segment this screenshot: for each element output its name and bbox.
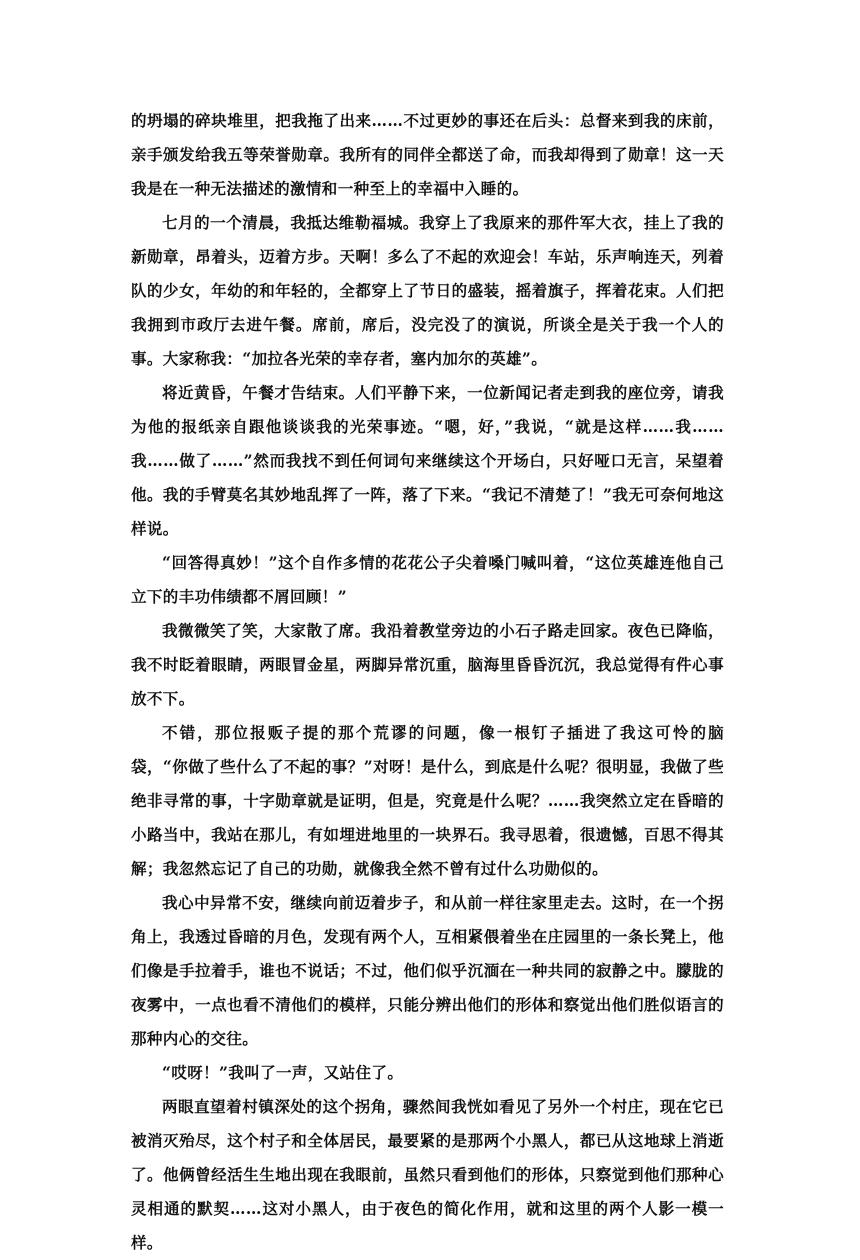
paragraph: “哎呀！”我叫了一声，又站住了。: [162, 1063, 404, 1082]
text-body: [131, 104, 724, 1260]
paragraph: 不错，那位报贩子提的那个荒谬的问题，像一根钉子插进了我这可怜的脑袋，“你做了些什么了不起的事？”对呀！是什么，到底是什么呢？很明显，我做了些绝非寻常的事，十字勋章就是证明，但是，究竟是什么呢？……我突然立定在昏暗的小路当中，我站在那儿，有如埋进地里的一块界石。我寻思着，很遗憾，百思不得其解；我忽然忘记了自己的功勋，就像我全然不曾有过什么功勋似的。: [131, 723, 724, 878]
paragraph: 七月的一个清晨，我抵达维勒福城。我穿上了我原来的那件军大衣，挂上了我的新勋章，昂着头，迈着方步。天啊！多么了不起的欢迎会！车站，乐声响连天，列着队的少女，年幼的和年轻的，全都穿上了节日的盛装，摇着旗子，挥着花束。人们把我拥到市政厅去进午餐。席前，席后，没完没了的演说，所谈全是关于我一个人的事。大家称我：“加拉各光荣的幸存者，塞内加尔的英雄”。: [131, 213, 724, 368]
paragraph: 两眼直望着村镇深处的这个拐角，骤然间我恍如看见了另外一个村庄，现在它已被消灭殆尽，这个村子和全体居民，最要紧的是那两个小黑人，都已从这地球上消逝了。他俩曾经活生生地出现在我眼前，虽然只看到他们的形体，只察觉到他们那种心灵相通的默契……这对小黑人，由于夜色的简化作用，就和这里的两个人影一模一样。: [131, 1097, 724, 1252]
paragraph: 我微微笑了笑，大家散了席。我沿着教堂旁边的小石子路走回家。夜色已降临，我不时眨着眼睛，两眼冒金星，两脚异常沉重，脑海里昏昏沉沉，我总觉得有件心事放不下。: [131, 621, 724, 708]
paragraph: 的坍塌的碎块堆里，把我拖了出来……不过更妙的事还在后头：总督来到我的床前，亲手颁发给我五等荣誉勋章。我所有的同伴全都送了命，而我却得到了勋章！这一天我是在一种无法描述的激情和一种至上的幸福中入睡的。: [131, 111, 724, 198]
paragraph: 将近黄昏，午餐才告结束。人们平静下来，一位新闻记者走到我的座位旁，请我为他的报纸亲自跟他谈谈我的光荣事迹。“嗯，好，”我说，“就是这样……我……我……做了……”然而我找不到任何词句来继续这个开场白，只好哑口无言，呆望着他。我的手臂莫名其妙地乱挥了一阵，落了下来。“我记不清楚了！”我无可奈何地这样说。: [131, 383, 724, 538]
paragraph: “回答得真妙！”这个自作多情的花花公子尖着嗓门喊叫着，“这位英雄连他自己立下的丰功伟绩都不屑回顾！”: [131, 553, 724, 606]
paragraph: 我心中异常不安，继续向前迈着步子，和从前一样往家里走去。这时，在一个拐角上，我透过昏暗的月色，发现有两个人，互相紧偎着坐在庄园里的一条长凳上，他们像是手拉着手，谁也不说话；不过，他们似乎沉湎在一种共同的寂静之中。朦胧的夜雾中，一点也看不清他们的模样，只能分辨出他们的形体和察觉出他们胜似语言的那种内心的交往。: [131, 893, 724, 1048]
